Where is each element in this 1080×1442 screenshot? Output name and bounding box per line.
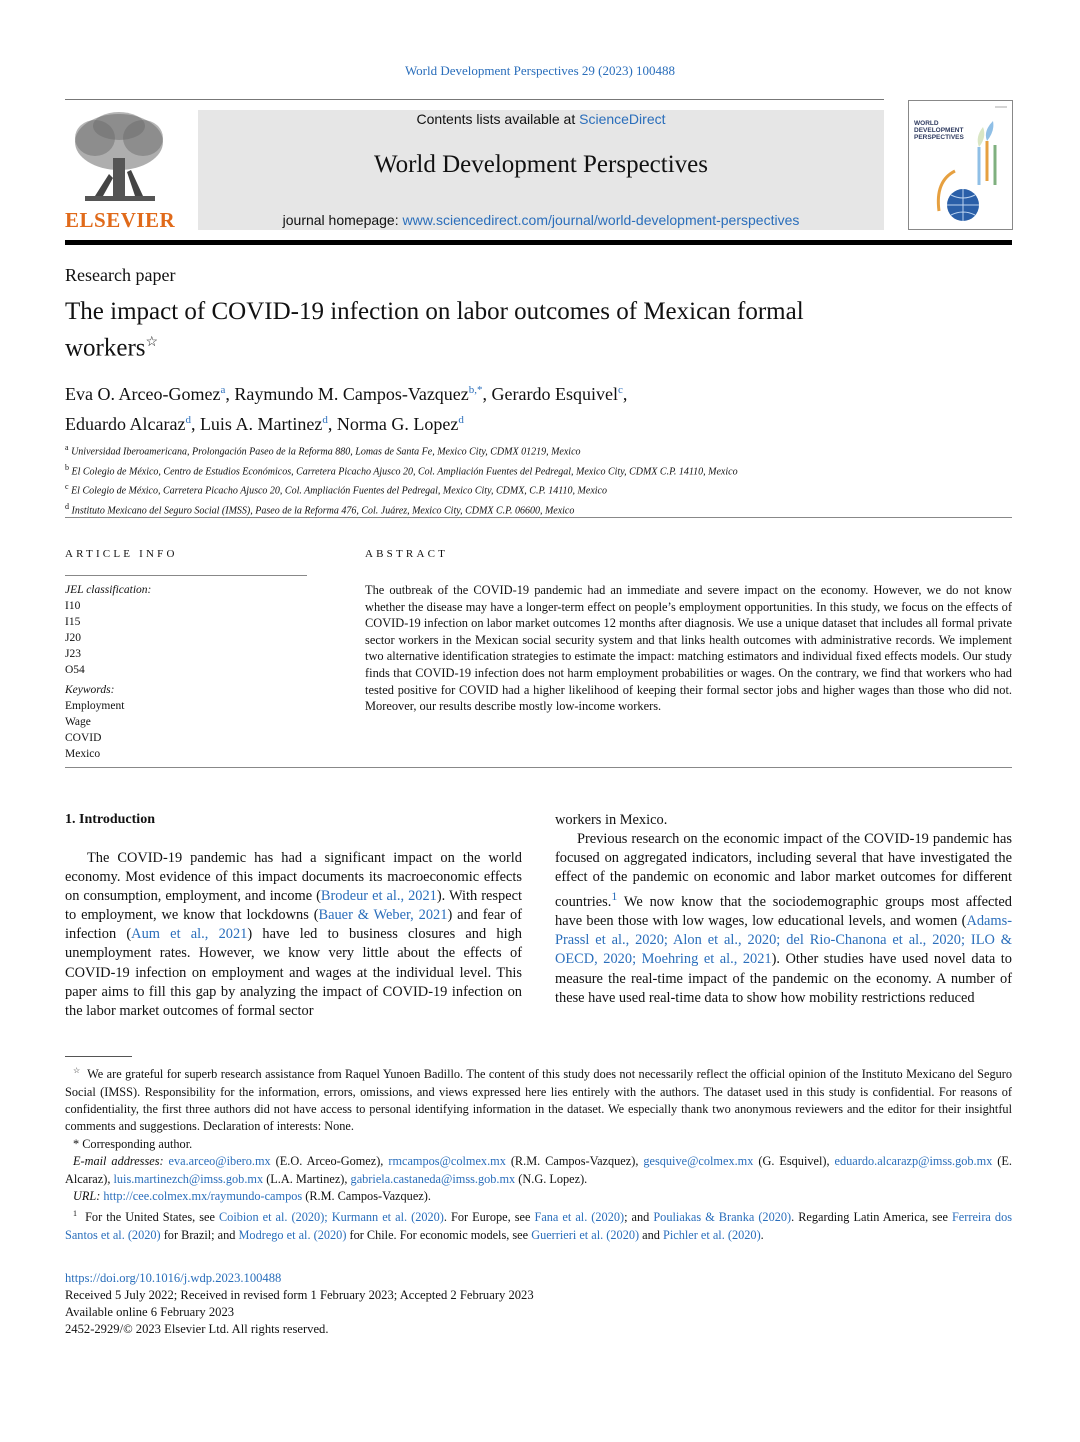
sciencedirect-link[interactable]: ScienceDirect <box>579 111 666 127</box>
jel-code: I10 <box>65 600 81 612</box>
author-affiliation-mark[interactable]: d <box>458 414 464 426</box>
jel-code: I15 <box>65 616 81 628</box>
citation-link[interactable]: Guerrieri et al. (2020) <box>531 1227 640 1242</box>
keyword: Employment <box>65 700 125 712</box>
citation-link[interactable]: Modrego et al. (2020) <box>238 1227 347 1242</box>
author-name: Raymundo M. Campos-Vazquez <box>234 384 469 404</box>
journal-citation[interactable]: World Development Perspectives 29 (2023) 100488 <box>404 63 676 78</box>
keyword: COVID <box>65 732 102 744</box>
email-link[interactable]: eduardo.alcarazp@imss.gob.mx <box>834 1154 993 1169</box>
article-info-rule <box>65 575 307 576</box>
affiliations <box>65 440 1012 518</box>
citation-link[interactable]: Adams-Prassl et al., 2020; Alon et al., 2020; del Rio-Chanona et al., 2020; ILO & OECD, 2020; Moehring et al., 2021 <box>555 913 1012 968</box>
citation-link[interactable]: Pichler et al. (2020) <box>663 1227 761 1242</box>
elsevier-wordmark: ELSEVIER <box>65 208 176 232</box>
received-dates: Received 5 July 2022; Received in revised form 1 February 2023; Accepted 2 February 2023 <box>65 1288 534 1302</box>
keyword: Mexico <box>65 748 101 760</box>
footnote-url: URL: http://cee.colmex.mx/raymundo-campos (R.M. Campos-Vazquez). <box>73 1188 431 1203</box>
header-thick-rule <box>65 240 1012 245</box>
footnote-emails: E-mail addresses: eva.arceo@ibero.mx (E.O. Arceo-Gomez), rmcampos@colmex.mx (R.M. Campos-Vazquez), gesquive@colmex.mx (G. Esquivel), eduardo.alcarazp@imss.gob.mx (E. Alcaraz), luis.martinezch@imss.gob.mx (L.A. Martinez), gabriela.castaneda@imss.gob.mx (N.G. Lopez). <box>65 1154 1012 1186</box>
author-affiliation-mark[interactable]: a <box>220 384 226 396</box>
article-info <box>65 582 305 762</box>
intro-column-right <box>555 811 1012 1008</box>
footnote-1: $^1$ For the United States, see Coibion et al. (2020); Kurmann et al. (2020). For Europe, see Fana et al. (2020); and Pouliakas & Branka (2020). Regarding Latin America, see Ferreira dos Santos et al. (2020) for Brazil; and Modrego et al. (2020) for Chile. For economic models, see Guerrieri et al. (2020) and Pichler et al. (2020). <box>65 1209 1012 1242</box>
author-name: Eduardo Alcaraz <box>65 414 186 434</box>
footnotes <box>65 1062 1012 1244</box>
keywords-label: Keywords: <box>65 684 115 696</box>
citation-link[interactable]: Bauer & Weber, 2021 <box>318 907 448 924</box>
publication-info <box>65 1270 665 1338</box>
footnote-acknowledgement: ☆ We are grateful for superb research assistance from Raquel Yunoen Badillo. The content of this study does not necessarily reflect the official opinion of the Instituto Mexicano del Seguro Social (IMSS). Responsibility for the information, errors, omissions, and views expressed here lies entirely with the authors. The dataset used in this study is confidential. For reasons of confidentiality, the first three authors did not have access to personal identifying information in the dataset. We especially thank two anonymous reviewers and the editor for their insightful comments and suggestions. Declaration of interests: None. <box>65 1066 1012 1134</box>
abstract-text: The outbreak of the COVID-19 pandemic had an immediate and severe impact on the economy. However, we do not know whether the disease may have a longer-term effect on people’s employment opportunities. In this study, we focus on the effects of COVID-19 infection on labor market outcomes 12 months after diagnosis. We use a unique dataset that includes all formal private sector workers in the Mexican social security system and that links health outcomes with administrative records. We implement two alternative identification strategies to estimate the impact: matching estimators and individual fixed effects models. Our study finds that COVID-19 infection does not harm employment probabilities or wages. On the contrary, we find that workers who had tested positive for COVID had a higher likelihood of keeping their formal sector jobs and higher wages than those who did not. Moreover, our results describe mostly low-income workers. <box>365 583 1012 714</box>
email-link[interactable]: rmcampos@colmex.mx <box>388 1154 506 1169</box>
jel-code: J20 <box>65 632 81 644</box>
paper-type: Research paper <box>65 265 176 285</box>
homepage-link[interactable]: www.sciencedirect.com/journal/world-development-perspectives <box>402 212 800 228</box>
citation-link[interactable]: Pouliakas & Branka (2020) <box>653 1210 792 1225</box>
section-heading-introduction: 1. Introduction <box>65 812 155 827</box>
header-rule <box>65 99 884 100</box>
affiliation-line: $^c$ El Colegio de México, Carretera Picacho Ajusco 20, Col. Ampliación Fuentes del Pedregal, Mexico City, CDMX, C.P. 14110, Mexico <box>65 482 607 497</box>
affiliation-line: $^a$ Universidad Iberoamericana, Prolongación Paseo de la Reforma 880, Lomas de Santa Fe, Mexico City, CDMX 01219, Mexico <box>65 443 581 458</box>
author-url-link[interactable]: http://cee.colmex.mx/raymundo-campos <box>103 1188 303 1203</box>
citation-link[interactable]: Fana et al. (2020) <box>534 1210 625 1225</box>
email-link[interactable]: luis.martinezch@imss.gob.mx <box>113 1171 264 1186</box>
intro-column-left <box>65 849 522 1021</box>
footnote-rule <box>65 1056 132 1057</box>
journal-name: World Development Perspectives <box>373 151 708 178</box>
footnote-corresponding: * Corresponding author. <box>73 1136 193 1151</box>
email-link[interactable]: eva.arceo@ibero.mx <box>168 1154 271 1169</box>
doi-link[interactable]: https://doi.org/10.1016/j.wdp.2023.100488 <box>65 1271 282 1285</box>
affiliation-line: $^b$ El Colegio de México, Centro de Estudios Económicos, Carretera Picacho Ajusco 20, Col. Ampliación Fuentes del Pedregal, Mexico City, CDMX C.P. 14110, Mexico <box>65 462 738 477</box>
contents-line: Contents lists available at ScienceDirect <box>416 111 666 127</box>
citation-link[interactable]: Aum et al., 2021 <box>131 926 248 943</box>
keyword: Wage <box>65 716 91 728</box>
author-name: Norma G. Lopez <box>336 414 459 434</box>
citation-link[interactable]: Coibion et al. (2020); Kurmann et al. (2020) <box>218 1210 444 1225</box>
citation-link[interactable]: Brodeur et al., 2021 <box>320 888 437 905</box>
author-affiliation-mark[interactable]: c <box>618 384 623 396</box>
intro-paragraph-1-cont: workers in Mexico. <box>555 812 668 828</box>
citation-link[interactable]: Ferreira dos Santos et al. (2020) <box>65 1210 1012 1242</box>
title-footnote-mark[interactable]: ☆ <box>145 335 159 350</box>
author-name: Eva O. Arceo-Gomez <box>65 384 221 404</box>
author-affiliation-mark[interactable]: d <box>322 414 328 426</box>
jel-code: O54 <box>65 664 85 676</box>
author-name: Luis A. Martinez <box>199 414 323 434</box>
divider <box>65 767 1012 768</box>
intro-paragraph-2: Previous research on the economic impact of the COVID-19 pandemic has focused on aggregated indicators, including several that have investigated the effect of the pandemic on economic and labor market outcomes for different countries.$^1$ We now know that the sociodemographic groups most affected have been those with low wages, low educational levels, and women (Adams-Prassl et al., 2020; Alon et al., 2020; del Rio-Chanona et al., 2020; ILO & OECD, 2020; Moehring et al., 2021). Other studies have used novel data to measure the real-time impact of the pandemic on the economy. A number of these have used real-time data to show how mobility restrictions reduced <box>555 831 1012 1006</box>
article-title: The impact of COVID-19 infection on labor outcomes of Mexican formal workers☆ <box>65 298 804 362</box>
intro-paragraph-1: The COVID-19 pandemic has had a significant impact on the world economy. Most evidence of this impact documents its macroeconomic effects on consumption, employment, and income (Brodeur et al., 2021). With respect to employment, we know that lockdowns (Bauer & Weber, 2021) and fear of infection (Aum et al., 2021) have led to business closures and high unemployment rates. However, we know very little about the effects of COVID-19 infection on employment and wages at the individual level. This paper aims to fill this gap by analyzing the impact of COVID-19 infection on the labor market outcomes of formal sector <box>65 850 522 1019</box>
author-affiliation-mark[interactable]: b,* <box>468 384 483 396</box>
cover-title: WORLD DEVELOPMENT PERSPECTIVES <box>914 120 964 141</box>
homepage-line: journal homepage: www.sciencedirect.com/journal/world-development-perspectives <box>282 212 800 228</box>
jel-code: J23 <box>65 648 81 660</box>
available-online: Available online 6 February 2023 <box>65 1305 235 1319</box>
author-list: Eva O. Arceo-Gomez$^a$, Raymundo M. Campos-Vazquez$^{b,*}$, Gerardo Esquivel$^c$, Eduardo Alcaraz$^d$, Luis A. Martinez$^d$, Norma G. Lopez$^d$ <box>65 384 628 434</box>
author-name: Gerardo Esquivel <box>491 384 619 404</box>
footnote-ref[interactable]: 1 <box>611 889 618 904</box>
author-affiliation-mark[interactable]: d <box>185 414 191 426</box>
copyright: 2452-2929/© 2023 Elsevier Ltd. All rights reserved. <box>65 1322 329 1336</box>
divider <box>65 517 1012 518</box>
email-link[interactable]: gabriela.castaneda@imss.gob.mx <box>350 1171 516 1186</box>
email-link[interactable]: gesquive@colmex.mx <box>643 1154 754 1169</box>
jel-label: JEL classification: <box>65 584 152 596</box>
affiliation-line: $^d$ Instituto Mexicano del Seguro Social (IMSS), Paseo de la Reforma 476, Col. Juárez, Mexico City, CDMX C.P. 06600, Mexico <box>65 501 575 516</box>
article-info-heading: ARTICLE INFO <box>65 548 178 560</box>
abstract-heading: ABSTRACT <box>365 548 449 560</box>
